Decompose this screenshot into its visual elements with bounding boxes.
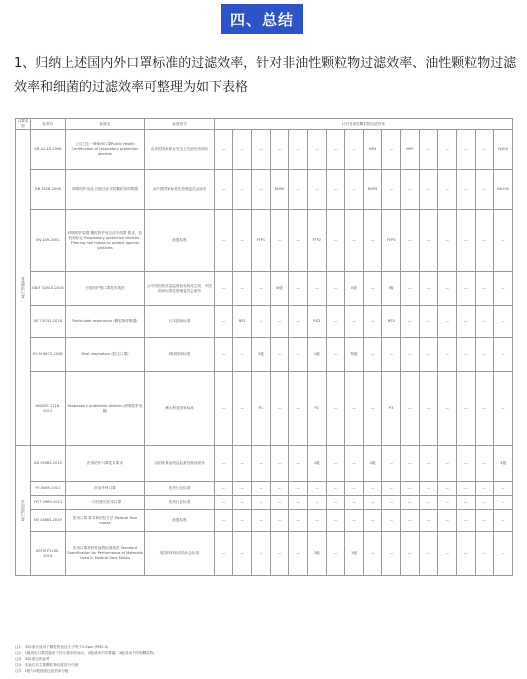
cell-efficiency: — bbox=[382, 510, 401, 532]
cell-efficiency: — bbox=[456, 306, 475, 338]
cell-id: YY/T 0969-2013 bbox=[30, 496, 65, 510]
cell-efficiency: — bbox=[382, 482, 401, 496]
cell-efficiency: — bbox=[494, 338, 513, 372]
cell-efficiency: — bbox=[233, 272, 252, 306]
cell-name: 医用防护口罩技术要求 bbox=[65, 446, 145, 482]
cell-efficiency: 3级 bbox=[494, 446, 513, 482]
cell-efficiency: — bbox=[382, 446, 401, 482]
cell-efficiency: — bbox=[419, 496, 438, 510]
cell-efficiency: — bbox=[401, 532, 420, 576]
cell-efficiency: — bbox=[233, 338, 252, 372]
cell-efficiency: — bbox=[456, 496, 475, 510]
cell-form: 由中国国家质量监督检验检疫总局、中国国家标准化管理委员会颁布 bbox=[145, 272, 215, 306]
cell-efficiency: — bbox=[419, 510, 438, 532]
cell-efficiency: — bbox=[270, 338, 289, 372]
footnote: 注3：本标准仅供参考 bbox=[15, 657, 50, 661]
cell-efficiency: — bbox=[494, 306, 513, 338]
cell-efficiency: — bbox=[456, 510, 475, 532]
cell-form: 由美国国家职业安全卫生研究所颁布 bbox=[145, 130, 215, 170]
cell-efficiency: — bbox=[270, 446, 289, 482]
cell-form: 欧盟标准 bbox=[145, 210, 215, 272]
cell-id: GB 2626-2006 bbox=[30, 170, 65, 210]
cell-efficiency: — bbox=[270, 532, 289, 576]
cell-efficiency: RS3 bbox=[382, 306, 401, 338]
cell-efficiency: — bbox=[233, 372, 252, 446]
cell-efficiency: — bbox=[456, 532, 475, 576]
cell-efficiency: — bbox=[233, 170, 252, 210]
cell-efficiency: — bbox=[475, 338, 494, 372]
cell-form: 医药行业标准 bbox=[145, 482, 215, 496]
cell-efficiency: — bbox=[419, 306, 438, 338]
cell-efficiency: — bbox=[438, 372, 457, 446]
cell-efficiency: — bbox=[345, 482, 364, 496]
cell-efficiency: II级 bbox=[345, 272, 364, 306]
cell-efficiency: — bbox=[214, 338, 233, 372]
cell-id: KS M 6673-2008 bbox=[30, 338, 65, 372]
cell-efficiency: — bbox=[326, 338, 345, 372]
cell-efficiency: — bbox=[456, 210, 475, 272]
cell-efficiency: — bbox=[270, 372, 289, 446]
cell-efficiency: — bbox=[419, 446, 438, 482]
cell-efficiency: — bbox=[438, 210, 457, 272]
cell-efficiency: — bbox=[401, 338, 420, 372]
col-standard-no: 标准号 bbox=[30, 119, 65, 130]
cell-efficiency: — bbox=[494, 372, 513, 446]
cell-efficiency: — bbox=[363, 338, 382, 372]
footnote: 注2：1级适用口罩性能用于防尘要求的场合，2级适用于防雾霾，3级适用于防细颗粒物。 bbox=[15, 651, 158, 655]
cell-efficiency: — bbox=[475, 306, 494, 338]
table-row bbox=[16, 306, 513, 338]
cell-name: 公共卫生一般N95口罩Public Health Certification of respiratory protection devices bbox=[65, 130, 145, 170]
cell-efficiency: — bbox=[270, 130, 289, 170]
cell-efficiency: — bbox=[289, 496, 308, 510]
cell-efficiency: — bbox=[438, 510, 457, 532]
cell-efficiency: 特级 bbox=[345, 338, 364, 372]
cell-efficiency: — bbox=[270, 210, 289, 272]
cell-efficiency: — bbox=[419, 210, 438, 272]
cell-efficiency: FFP2 bbox=[307, 210, 326, 272]
cell-efficiency: — bbox=[345, 510, 364, 532]
cell-efficiency: — bbox=[214, 496, 233, 510]
cell-efficiency: — bbox=[252, 306, 271, 338]
cell-efficiency: III级 bbox=[270, 272, 289, 306]
cell-id: EN 149-2001 bbox=[30, 210, 65, 272]
section-banner: 四、总结 bbox=[221, 4, 303, 34]
cell-efficiency: — bbox=[270, 306, 289, 338]
cell-efficiency: — bbox=[494, 482, 513, 496]
cell-id: AS/NZS 1716-2012 bbox=[30, 372, 65, 446]
cell-efficiency: — bbox=[401, 210, 420, 272]
cell-efficiency: — bbox=[494, 496, 513, 510]
cell-efficiency: — bbox=[289, 338, 308, 372]
cell-efficiency: — bbox=[289, 446, 308, 482]
table-row bbox=[16, 482, 513, 496]
cell-efficiency: — bbox=[289, 510, 308, 532]
cell-efficiency: — bbox=[419, 170, 438, 210]
cell-form: 韩国国家标准 bbox=[145, 338, 215, 372]
cell-efficiency: — bbox=[214, 482, 233, 496]
cell-efficiency: KN100 bbox=[494, 170, 513, 210]
cell-efficiency: — bbox=[475, 510, 494, 532]
cell-efficiency: — bbox=[289, 532, 308, 576]
cell-efficiency: — bbox=[326, 482, 345, 496]
cell-efficiency: — bbox=[456, 130, 475, 170]
cell-efficiency: — bbox=[438, 446, 457, 482]
cell-efficiency: — bbox=[475, 532, 494, 576]
cell-efficiency: — bbox=[456, 338, 475, 372]
cell-efficiency: — bbox=[345, 496, 364, 510]
cell-efficiency: — bbox=[363, 272, 382, 306]
cell-efficiency: — bbox=[270, 496, 289, 510]
cell-efficiency: — bbox=[345, 210, 364, 272]
cell-form: 澳大利亚国家标准 bbox=[145, 372, 215, 446]
cell-efficiency: — bbox=[307, 510, 326, 532]
cell-efficiency: — bbox=[494, 272, 513, 306]
cell-form: 日本国家标准 bbox=[145, 306, 215, 338]
col-standard-form: 标准形式 bbox=[145, 119, 215, 130]
cell-efficiency: — bbox=[401, 496, 420, 510]
cell-efficiency: — bbox=[438, 130, 457, 170]
cell-efficiency: — bbox=[456, 272, 475, 306]
cell-efficiency: — bbox=[289, 482, 308, 496]
table-row bbox=[16, 532, 513, 576]
cell-efficiency: — bbox=[214, 372, 233, 446]
cell-efficiency: — bbox=[307, 482, 326, 496]
cell-form: 医药行业标准 bbox=[145, 496, 215, 510]
table-row bbox=[16, 510, 513, 532]
cell-efficiency: — bbox=[419, 532, 438, 576]
cell-efficiency: — bbox=[289, 210, 308, 272]
cell-efficiency: — bbox=[252, 170, 271, 210]
cell-efficiency: RS1 bbox=[233, 306, 252, 338]
cell-efficiency: — bbox=[233, 482, 252, 496]
cell-efficiency: — bbox=[326, 496, 345, 510]
cell-efficiency: — bbox=[326, 532, 345, 576]
cell-efficiency: — bbox=[326, 446, 345, 482]
cell-efficiency: — bbox=[252, 482, 271, 496]
cell-efficiency: — bbox=[233, 496, 252, 510]
cell-efficiency: — bbox=[326, 306, 345, 338]
cell-efficiency: — bbox=[252, 130, 271, 170]
cell-efficiency: — bbox=[326, 210, 345, 272]
cell-efficiency: — bbox=[419, 482, 438, 496]
cell-name: 呼吸防护装置 颗粒防护用过滤半面罩 要求、检验和标记 Respiratory protective devices - Filtering half masks to protect against particles bbox=[65, 210, 145, 272]
cell-efficiency: — bbox=[289, 306, 308, 338]
footnote: 注4：本表仅对主要颗粒物标准进行归纳 bbox=[15, 663, 79, 667]
cell-efficiency: — bbox=[270, 510, 289, 532]
cell-name: Dust respirators (防尘口罩) bbox=[65, 338, 145, 372]
cell-name: 医用外科口罩 bbox=[65, 482, 145, 496]
cell-efficiency: P1 bbox=[252, 372, 271, 446]
cell-efficiency: — bbox=[270, 482, 289, 496]
cell-name: 医用口罩 要求和试验方法 Medical face masks bbox=[65, 510, 145, 532]
cell-efficiency: — bbox=[494, 210, 513, 272]
cell-efficiency: — bbox=[363, 210, 382, 272]
cell-efficiency: — bbox=[382, 338, 401, 372]
cell-efficiency: — bbox=[419, 338, 438, 372]
cell-efficiency: — bbox=[307, 272, 326, 306]
cell-efficiency: — bbox=[326, 510, 345, 532]
cell-efficiency: — bbox=[419, 130, 438, 170]
cell-form: 美国材料和试验协会标准 bbox=[145, 532, 215, 576]
cell-efficiency: — bbox=[419, 272, 438, 306]
cell-efficiency: — bbox=[326, 272, 345, 306]
cell-efficiency: — bbox=[363, 482, 382, 496]
table-row bbox=[16, 496, 513, 510]
cell-id: GB/T 32610-2016 bbox=[30, 272, 65, 306]
cell-efficiency: — bbox=[252, 510, 271, 532]
mask-group-label: 普通防护口罩 bbox=[16, 130, 31, 446]
cell-efficiency: N100 bbox=[494, 130, 513, 170]
cell-efficiency: — bbox=[326, 372, 345, 446]
cell-efficiency: 1级 bbox=[307, 446, 326, 482]
filtration-table-wrapper bbox=[15, 118, 513, 643]
cell-efficiency: — bbox=[289, 372, 308, 446]
cell-efficiency: 2级 bbox=[252, 338, 271, 372]
cell-efficiency: — bbox=[214, 210, 233, 272]
cell-efficiency: — bbox=[363, 510, 382, 532]
cell-efficiency: — bbox=[475, 496, 494, 510]
cell-efficiency: — bbox=[419, 372, 438, 446]
table-row bbox=[16, 338, 513, 372]
cell-efficiency: — bbox=[438, 496, 457, 510]
cell-efficiency: — bbox=[456, 372, 475, 446]
cell-efficiency: — bbox=[289, 130, 308, 170]
cell-efficiency: — bbox=[307, 496, 326, 510]
cell-efficiency: — bbox=[326, 130, 345, 170]
cell-efficiency: 2级 bbox=[363, 446, 382, 482]
cell-name: Particulate respirators (颗粒物呼吸器) bbox=[65, 306, 145, 338]
cell-efficiency: — bbox=[345, 170, 364, 210]
cell-efficiency: — bbox=[401, 372, 420, 446]
cell-efficiency: — bbox=[401, 272, 420, 306]
cell-efficiency: — bbox=[438, 338, 457, 372]
cell-form: 由中国国家标准化管理委员会颁布 bbox=[145, 170, 215, 210]
cell-efficiency: — bbox=[233, 446, 252, 482]
cell-efficiency: — bbox=[363, 496, 382, 510]
cell-efficiency: — bbox=[475, 210, 494, 272]
cell-efficiency: I级 bbox=[382, 272, 401, 306]
cell-efficiency: — bbox=[456, 170, 475, 210]
table-row bbox=[16, 130, 513, 170]
footnote: 注5：1级与2级按照过滤效率分级 bbox=[15, 669, 69, 673]
summary-paragraph: 1、归纳上述国内外口罩标准的过滤效率，针对非油性颗粒物过滤效率、油性颗粒物过滤效率和细菌的过滤效率可整理为如下表格 bbox=[14, 56, 517, 95]
cell-efficiency: — bbox=[214, 306, 233, 338]
cell-efficiency: FFP1 bbox=[252, 210, 271, 272]
cell-efficiency: — bbox=[252, 272, 271, 306]
cell-efficiency: FFP3 bbox=[382, 210, 401, 272]
cell-id: JIS T 8151-2018 bbox=[30, 306, 65, 338]
cell-efficiency: — bbox=[214, 532, 233, 576]
cell-efficiency: — bbox=[438, 170, 457, 210]
cell-efficiency: — bbox=[345, 446, 364, 482]
cell-efficiency: — bbox=[233, 210, 252, 272]
cell-efficiency: P2 bbox=[307, 372, 326, 446]
cell-efficiency: — bbox=[401, 170, 420, 210]
cell-name: 医用口罩材料性能的标准规范 Standard Specification for Performance of Materials Used in Medical Face Masks bbox=[65, 532, 145, 576]
cell-form: 由国家食品药品监督管理局颁布 bbox=[145, 446, 215, 482]
cell-efficiency: — bbox=[233, 532, 252, 576]
cell-efficiency: N95 bbox=[363, 130, 382, 170]
cell-efficiency: — bbox=[252, 532, 271, 576]
cell-efficiency: — bbox=[382, 532, 401, 576]
cell-efficiency: — bbox=[345, 372, 364, 446]
cell-efficiency: — bbox=[214, 446, 233, 482]
cell-efficiency: — bbox=[401, 446, 420, 482]
cell-efficiency: — bbox=[438, 272, 457, 306]
cell-efficiency: P3 bbox=[382, 372, 401, 446]
table-row bbox=[16, 272, 513, 306]
col-mask-type: 口罩类型 bbox=[16, 119, 31, 130]
cell-name: 日常防护型口罩技术规范 bbox=[65, 272, 145, 306]
cell-efficiency: — bbox=[475, 482, 494, 496]
cell-efficiency: — bbox=[438, 306, 457, 338]
cell-efficiency: — bbox=[438, 532, 457, 576]
cell-efficiency: — bbox=[475, 170, 494, 210]
cell-efficiency: — bbox=[401, 306, 420, 338]
cell-id: ASTM F2100-2019 bbox=[30, 532, 65, 576]
cell-efficiency: — bbox=[475, 446, 494, 482]
cell-efficiency: — bbox=[307, 130, 326, 170]
cell-efficiency: — bbox=[214, 510, 233, 532]
mask-group-label: 医用防护口罩 bbox=[16, 446, 31, 576]
cell-efficiency: — bbox=[382, 170, 401, 210]
cell-efficiency: — bbox=[363, 532, 382, 576]
cell-efficiency: — bbox=[289, 170, 308, 210]
cell-efficiency: — bbox=[363, 306, 382, 338]
cell-efficiency: — bbox=[252, 446, 271, 482]
cell-efficiency: RS2 bbox=[307, 306, 326, 338]
cell-efficiency: — bbox=[252, 496, 271, 510]
cell-efficiency: — bbox=[456, 482, 475, 496]
col-filtration-efficiency: 针对非油性颗粒物过滤效率 bbox=[214, 119, 512, 130]
cell-efficiency: 1级 bbox=[307, 338, 326, 372]
cell-efficiency: — bbox=[214, 170, 233, 210]
cell-efficiency: KN95 bbox=[363, 170, 382, 210]
table-row bbox=[16, 372, 513, 446]
cell-name: 呼吸防护用品 自吸过滤式防颗粒物呼吸器 bbox=[65, 170, 145, 210]
cell-efficiency: — bbox=[475, 130, 494, 170]
footnote: 注1：本标准仅适用于颗粒物直径小于等于2.5μm (PM2.5) bbox=[15, 645, 109, 649]
table-body bbox=[16, 130, 513, 576]
cell-efficiency: — bbox=[233, 510, 252, 532]
cell-efficiency: — bbox=[233, 130, 252, 170]
col-standard-name: 标准名 bbox=[65, 119, 145, 130]
cell-efficiency: 1级 bbox=[307, 532, 326, 576]
cell-efficiency: — bbox=[475, 372, 494, 446]
cell-efficiency: 2级 bbox=[345, 532, 364, 576]
cell-id: YY 0469-2011 bbox=[30, 482, 65, 496]
cell-efficiency: — bbox=[475, 272, 494, 306]
cell-id: GB 42-49-2006 bbox=[30, 130, 65, 170]
table-row bbox=[16, 170, 513, 210]
cell-id: GB 19083-2010 bbox=[30, 446, 65, 482]
cell-name: Respiratory protective devices (呼吸防护装置) bbox=[65, 372, 145, 446]
cell-efficiency: — bbox=[382, 496, 401, 510]
cell-efficiency: N99 bbox=[401, 130, 420, 170]
cell-efficiency: — bbox=[401, 482, 420, 496]
cell-efficiency: — bbox=[289, 272, 308, 306]
cell-name: 一次性使用医用口罩 bbox=[65, 496, 145, 510]
cell-efficiency: — bbox=[363, 372, 382, 446]
table-row bbox=[16, 446, 513, 482]
cell-efficiency: — bbox=[214, 130, 233, 170]
cell-efficiency: — bbox=[494, 510, 513, 532]
cell-efficiency: — bbox=[382, 130, 401, 170]
table-row bbox=[16, 210, 513, 272]
cell-efficiency: KN90 bbox=[270, 170, 289, 210]
cell-efficiency: — bbox=[438, 482, 457, 496]
cell-efficiency: — bbox=[494, 532, 513, 576]
filtration-standards-table bbox=[15, 118, 513, 576]
cell-efficiency: — bbox=[401, 510, 420, 532]
cell-id: EN 14683-2019 bbox=[30, 510, 65, 532]
cell-efficiency: — bbox=[326, 170, 345, 210]
cell-efficiency: — bbox=[307, 170, 326, 210]
cell-efficiency: — bbox=[345, 306, 364, 338]
cell-efficiency: — bbox=[456, 446, 475, 482]
cell-form: 欧盟标准 bbox=[145, 510, 215, 532]
cell-efficiency: — bbox=[345, 130, 364, 170]
cell-efficiency: — bbox=[214, 272, 233, 306]
